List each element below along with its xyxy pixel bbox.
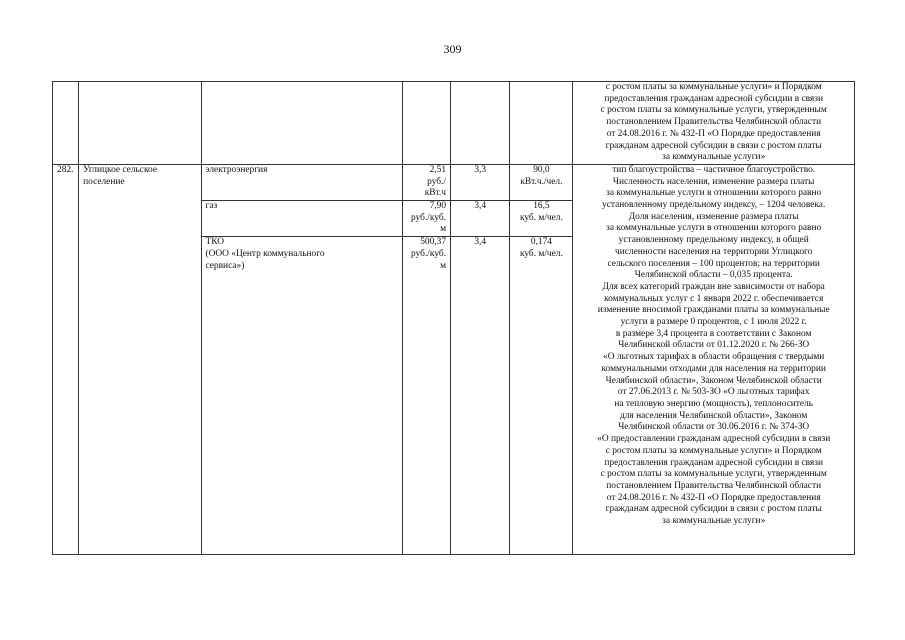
cell-row-number: 282. <box>53 164 79 554</box>
cell-index: 3,3 <box>451 164 510 200</box>
cell-standard: 16,5 куб. м/чел. <box>510 201 573 237</box>
cell-service-empty <box>201 82 403 165</box>
cell-service-name: газ <box>201 201 403 237</box>
cell-description-continued: с ростом платы за коммунальные услуги» и Порядком предоставления гражданам адресной субсидии в связи с ростом платы за коммунальные услуги, утвержденным постановлением Правительства Челябинской области от 24.08.2016 г. № 432-П «О Порядке предоставления гражданам адресной субсидии в связи с ростом платы за коммунальные услуги» <box>573 82 855 165</box>
cell-municipality: Углицкое сельское поселение <box>79 164 201 554</box>
cell-standard: 90,0 кВт.ч./чел. <box>510 164 573 200</box>
cell-number-empty <box>53 82 79 165</box>
cell-municipality-empty <box>79 82 201 165</box>
cell-index: 3,4 <box>451 237 510 555</box>
cell-service-name: ТКО (ООО «Центр коммунального сервиса») <box>201 237 403 555</box>
cell-standard-empty <box>510 82 573 165</box>
cell-tariff: 500,37 руб./куб. м <box>403 237 451 555</box>
table-row-282-electricity <box>53 164 855 200</box>
tariff-table <box>52 81 855 555</box>
table-row-continued <box>53 82 855 165</box>
cell-tariff: 2,51 руб./кВт.ч <box>403 164 451 200</box>
cell-service-name: электроэнергия <box>201 164 403 200</box>
cell-tariff: 7,90 руб./куб. м <box>403 201 451 237</box>
cell-standard: 0,174 куб. м/чел. <box>510 237 573 555</box>
cell-description: тип благоустройства – частичное благоустройство. Численность населения, изменение размера платы за коммунальные услуги в отношении которого равно установленному предельному индексу, – 1204 человека. Доля населения, изменение размера платы за коммунальные услуги в отношении которого равно установленному предельному индексу, в общей численности населения на территории Углицкого сельского поселения – 100 процентов; на территории Челябинской области – 0,035 процента. Для всех категорий граждан вне зависимости от набора коммунальных услуг с 1 января 2022 г. обеспечивается изменение вносимой гражданами платы за коммунальные услуги в размере 0 процентов, с 1 июля 2022 г. в размере 3,4 процента в соответствии с Законом Челябинской области от 01.12.2020 г. № 266-ЗО «О льготных тарифах в области обращения с твердыми коммунальными отходами для населения на территории Челябинской области», Законом Челябинской области от 27.06.2013 г. № 503-ЗО «О льготных тарифах на тепловую энергию (мощность), теплоноситель для населения Челябинской области», Законом Челябинской области от 30.06.2016 г. № 374-ЗО «О предоставлении гражданам адресной субсидии в связи с ростом платы за коммунальные услуги» и Порядком предоставления гражданам адресной субсидии в связи с ростом платы за коммунальные услуги, утвержденным постановлением Правительства Челябинской области от 24.08.2016 г. № 432-П «О Порядке предоставления гражданам адресной субсидии в связи с ростом платы за коммунальные услуги» <box>573 164 855 554</box>
page-number: 309 <box>443 42 462 56</box>
cell-tariff-empty <box>403 82 451 165</box>
cell-index-empty <box>451 82 510 165</box>
cell-index: 3,4 <box>451 201 510 237</box>
